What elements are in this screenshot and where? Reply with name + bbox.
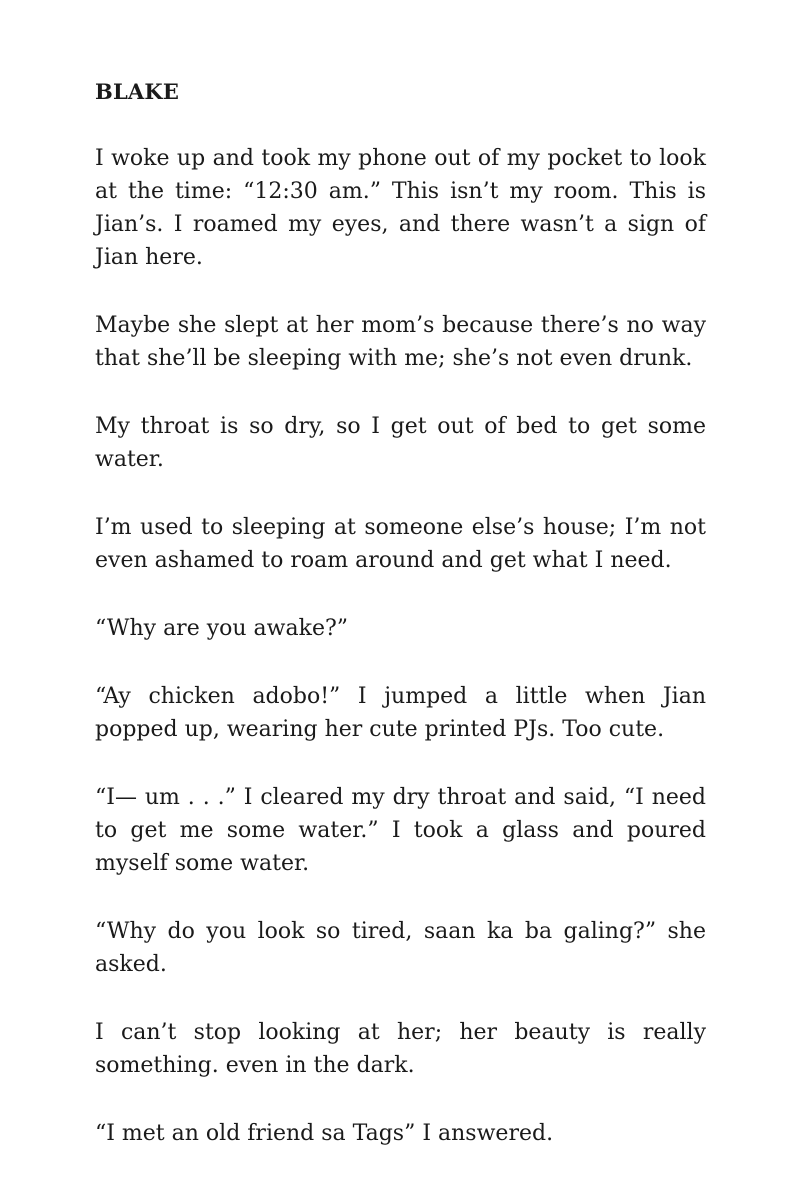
paragraph-6: “Ay chicken adobo!” I jumped a little when Jian popped up, wearing her cute printed PJs. Too cute. (95, 684, 706, 742)
paragraph-2: Maybe she slept at her mom’s because there’s no way that she’ll be sleeping with me; she’s not even drunk. (95, 313, 706, 371)
paragraph-9: I can’t stop looking at her; her beauty is really something. even in the dark. (95, 1020, 706, 1078)
paragraph-7: “I— um . . .” I cleared my dry throat and said, “I need to get me some water.” I took a glass and poured myself some water. (95, 785, 706, 876)
paragraph-3: My throat is so dry, so I get out of bed to get some water. (95, 414, 706, 472)
paragraph-1: I woke up and took my phone out of my pocket to look at the time: “12:30 am.” This isn’t my room. This is Jian’s. I roamed my eyes, and there wasn’t a sign of Jian here. (95, 146, 706, 270)
document-page (95, 76, 706, 1150)
chapter-heading: BLAKE (95, 79, 180, 104)
paragraph-4: I’m used to sleeping at someone else’s house; I’m not even ashamed to roam around and get what I need. (95, 515, 706, 573)
paragraph-10: “I met an old friend sa Tags” I answered. (95, 1121, 554, 1146)
paragraph-8: “Why do you look so tired, saan ka ba galing?” she asked. (95, 919, 706, 977)
paragraph-5: “Why are you awake?” (95, 616, 348, 641)
